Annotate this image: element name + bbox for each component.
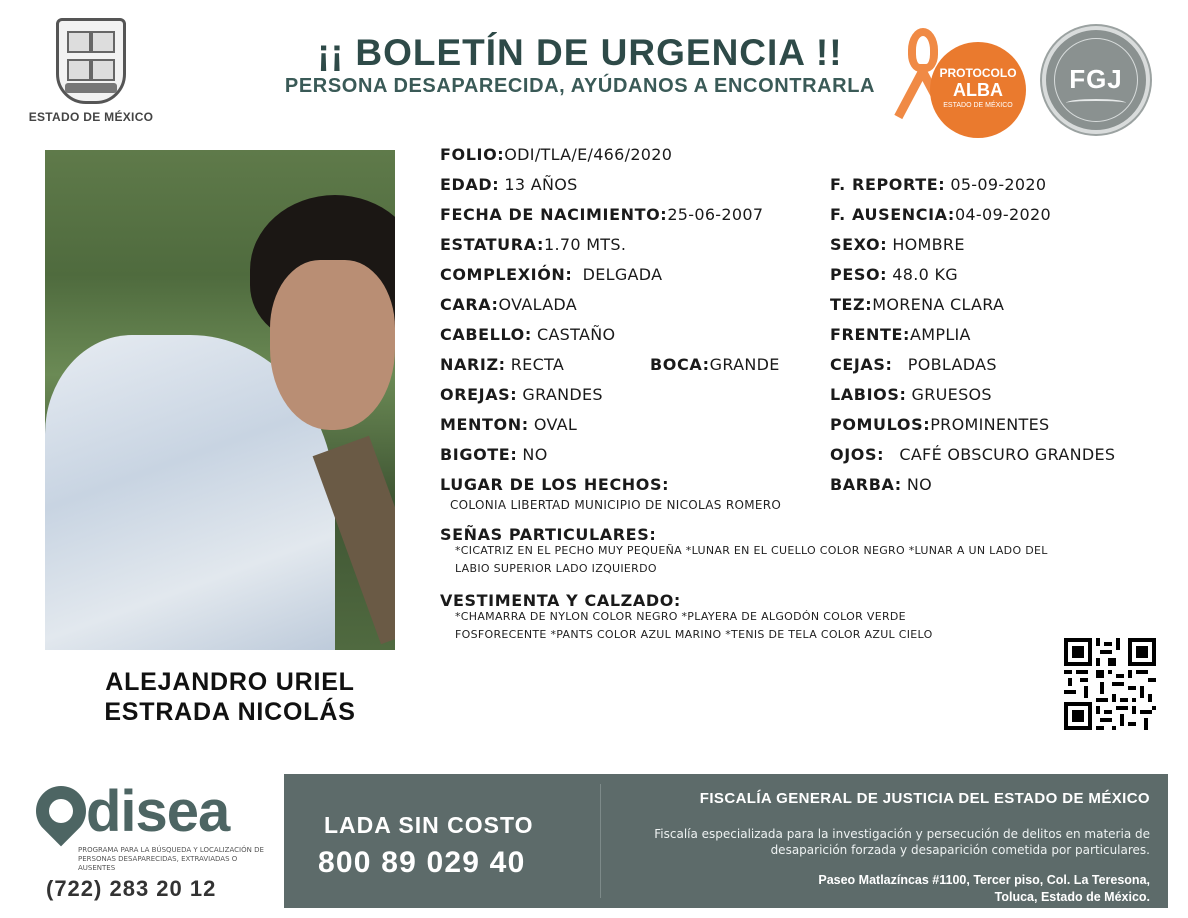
alba-line2: ALBA (953, 80, 1003, 100)
qr-code-icon[interactable] (1064, 638, 1156, 730)
senas-line2: LABIO SUPERIOR LADO IZQUIERDO (455, 562, 657, 575)
odisea-wordmark: disea (86, 779, 230, 844)
field-frente: FRENTE:AMPLIA (830, 325, 971, 344)
bulletin-title: ¡¡ BOLETÍN DE URGENCIA !! (317, 32, 843, 73)
field-menton: MENTON: OVAL (440, 415, 578, 434)
field-fecha-nacimiento: FECHA DE NACIMIENTO:25-06-2007 (440, 205, 764, 224)
odisea-description: PROGRAMA PARA LA BÚSQUEDA Y LOCALIZACIÓN DE PERSONAS DESAPARECIDAS, EXTRAVIADAS O AUSENTES (78, 846, 264, 872)
odisea-logo (36, 779, 276, 901)
odisea-phone[interactable]: (722) 283 20 12 (46, 876, 217, 901)
field-cabello: CABELLO: CASTAÑO (440, 325, 616, 344)
field-estatura: ESTATURA:1.70 MTS. (440, 235, 627, 254)
alba-line3: ESTADO DE MÉXICO (943, 102, 1013, 109)
coat-of-arms-icon (56, 18, 126, 104)
vestimenta-label: VESTIMENTA Y CALZADO: (440, 591, 681, 610)
senas-line1: *CICATRIZ EN EL PECHO MUY PEQUEÑA *LUNAR EN EL CUELLO COLOR NEGRO *LUNAR A UN LADO DEL (455, 544, 1048, 557)
address-line1: Paseo Matlazíncas #1100, Tercer piso, Col. La Teresona, (818, 873, 1150, 887)
missing-person-name (45, 667, 415, 727)
field-sexo: SEXO: HOMBRE (830, 235, 965, 254)
fgj-address (650, 872, 1150, 906)
senas-text (455, 542, 1048, 578)
alba-badge (930, 42, 1026, 138)
field-pomulos: POMULOS:PROMINENTES (830, 415, 1050, 434)
lada-sin-costo-label: LADA SIN COSTO (324, 812, 534, 838)
protocolo-alba-logo (902, 22, 1026, 134)
field-edad: EDAD: 13 AÑOS (440, 175, 578, 194)
eagle-wing-icon (1066, 99, 1126, 107)
field-cejas: CEJAS: POBLADAS (830, 355, 997, 374)
state-label: ESTADO DE MÉXICO (28, 110, 154, 124)
field-orejas: OREJAS: GRANDES (440, 385, 603, 404)
toll-free-number[interactable]: 800 89 029 40 (318, 846, 526, 879)
field-labios: LABIOS: GRUESOS (830, 385, 992, 404)
fgj-description: Fiscalía especializada para la investigación y persecución de delitos en materia de desaparición forzada y desaparición cometida por particulares. (654, 827, 1150, 857)
field-f-reporte: F. REPORTE: 05-09-2020 (830, 175, 1047, 194)
footer-contact-panel (284, 774, 1168, 908)
field-complexion: COMPLEXIÓN: DELGADA (440, 265, 663, 284)
missing-person-photo (45, 150, 395, 650)
name-line2: ESTRADA NICOLÁS (104, 698, 356, 726)
estado-de-mexico-logo (28, 18, 154, 124)
fgj-seal-logo (1042, 26, 1150, 134)
bulletin-subtitle: PERSONA DESAPARECIDA, AYÚDANOS A ENCONTRARLA (284, 75, 876, 97)
alba-line1: PROTOCOLO (939, 66, 1017, 80)
fgj-logo-text: FGJ (1069, 64, 1123, 94)
field-boca: BOCA:GRANDE (650, 355, 780, 374)
address-line2: Toluca, Estado de México. (994, 890, 1150, 904)
field-folio: FOLIO:ODI/TLA/E/466/2020 (440, 145, 673, 164)
vestimenta-line1: *CHAMARRA DE NYLON COLOR NEGRO *PLAYERA DE ALGODÓN COLOR VERDE (455, 610, 906, 623)
field-peso: PESO: 48.0 KG (830, 265, 958, 284)
field-barba: BARBA: NO (830, 475, 933, 494)
vestimenta-line2: FOSFORECENTE *PANTS COLOR AZUL MARINO *TENIS DE TELA COLOR AZUL CIELO (455, 628, 933, 641)
field-nariz: NARIZ: RECTA (440, 355, 565, 374)
name-line1: ALEJANDRO URIEL (105, 668, 355, 696)
footer-divider (600, 784, 601, 898)
field-cara: CARA:OVALADA (440, 295, 578, 314)
lugar-label: LUGAR DE LOS HECHOS: (440, 475, 670, 494)
fgj-full-name: FISCALÍA GENERAL DE JUSTICIA DEL ESTADO DE MÉXICO (699, 790, 1150, 807)
field-tez: TEZ:MORENA CLARA (830, 295, 1005, 314)
field-f-ausencia: F. AUSENCIA:04-09-2020 (830, 205, 1051, 224)
field-ojos: OJOS: CAFÉ OBSCURO GRANDES (830, 445, 1116, 464)
lugar-value: COLONIA LIBERTAD MUNICIPIO DE NICOLAS ROMERO (450, 498, 782, 512)
field-bigote: BIGOTE: NO (440, 445, 548, 464)
senas-label: SEÑAS PARTICULARES: (440, 525, 657, 544)
vestimenta-text (455, 608, 933, 644)
